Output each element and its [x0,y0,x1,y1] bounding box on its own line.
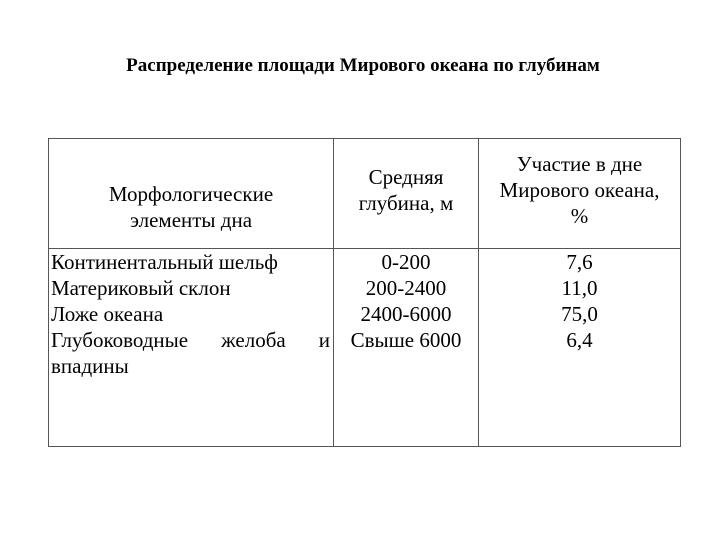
depth-column [334,249,479,447]
share-value: 75,0 [561,302,598,326]
element-name: Материковый склон [51,276,231,300]
table-body-row [49,249,681,447]
header-share: Участие в дне Мирового океана, % [499,152,660,228]
depth-distribution-table [48,138,681,447]
element-name: Глубоководные желоба и впадины [51,328,330,378]
header-morphology: Морфологические элементы дна [108,182,274,232]
share-value: 7,6 [566,250,593,274]
element-name: Континентальный шельф [51,250,278,274]
header-cell-morphology [49,139,334,249]
table-header-row [49,139,681,249]
depth-value: 2400-6000 [360,302,452,326]
page-title: Распределение площади Мирового океана по глубинам [126,55,600,76]
depth-value: 200-2400 [365,276,447,300]
elements-column [49,249,334,447]
header-cell-depth [334,139,479,249]
depth-value: Свыше 6000 [350,328,462,352]
header-average-depth: Средняя глубина, м [358,165,454,215]
header-cell-share [479,139,681,249]
element-name: Ложе океана [51,302,164,326]
share-value: 11,0 [561,276,598,300]
share-column [479,249,681,447]
depth-value: 0-200 [381,250,431,274]
share-value: 6,4 [566,328,593,352]
